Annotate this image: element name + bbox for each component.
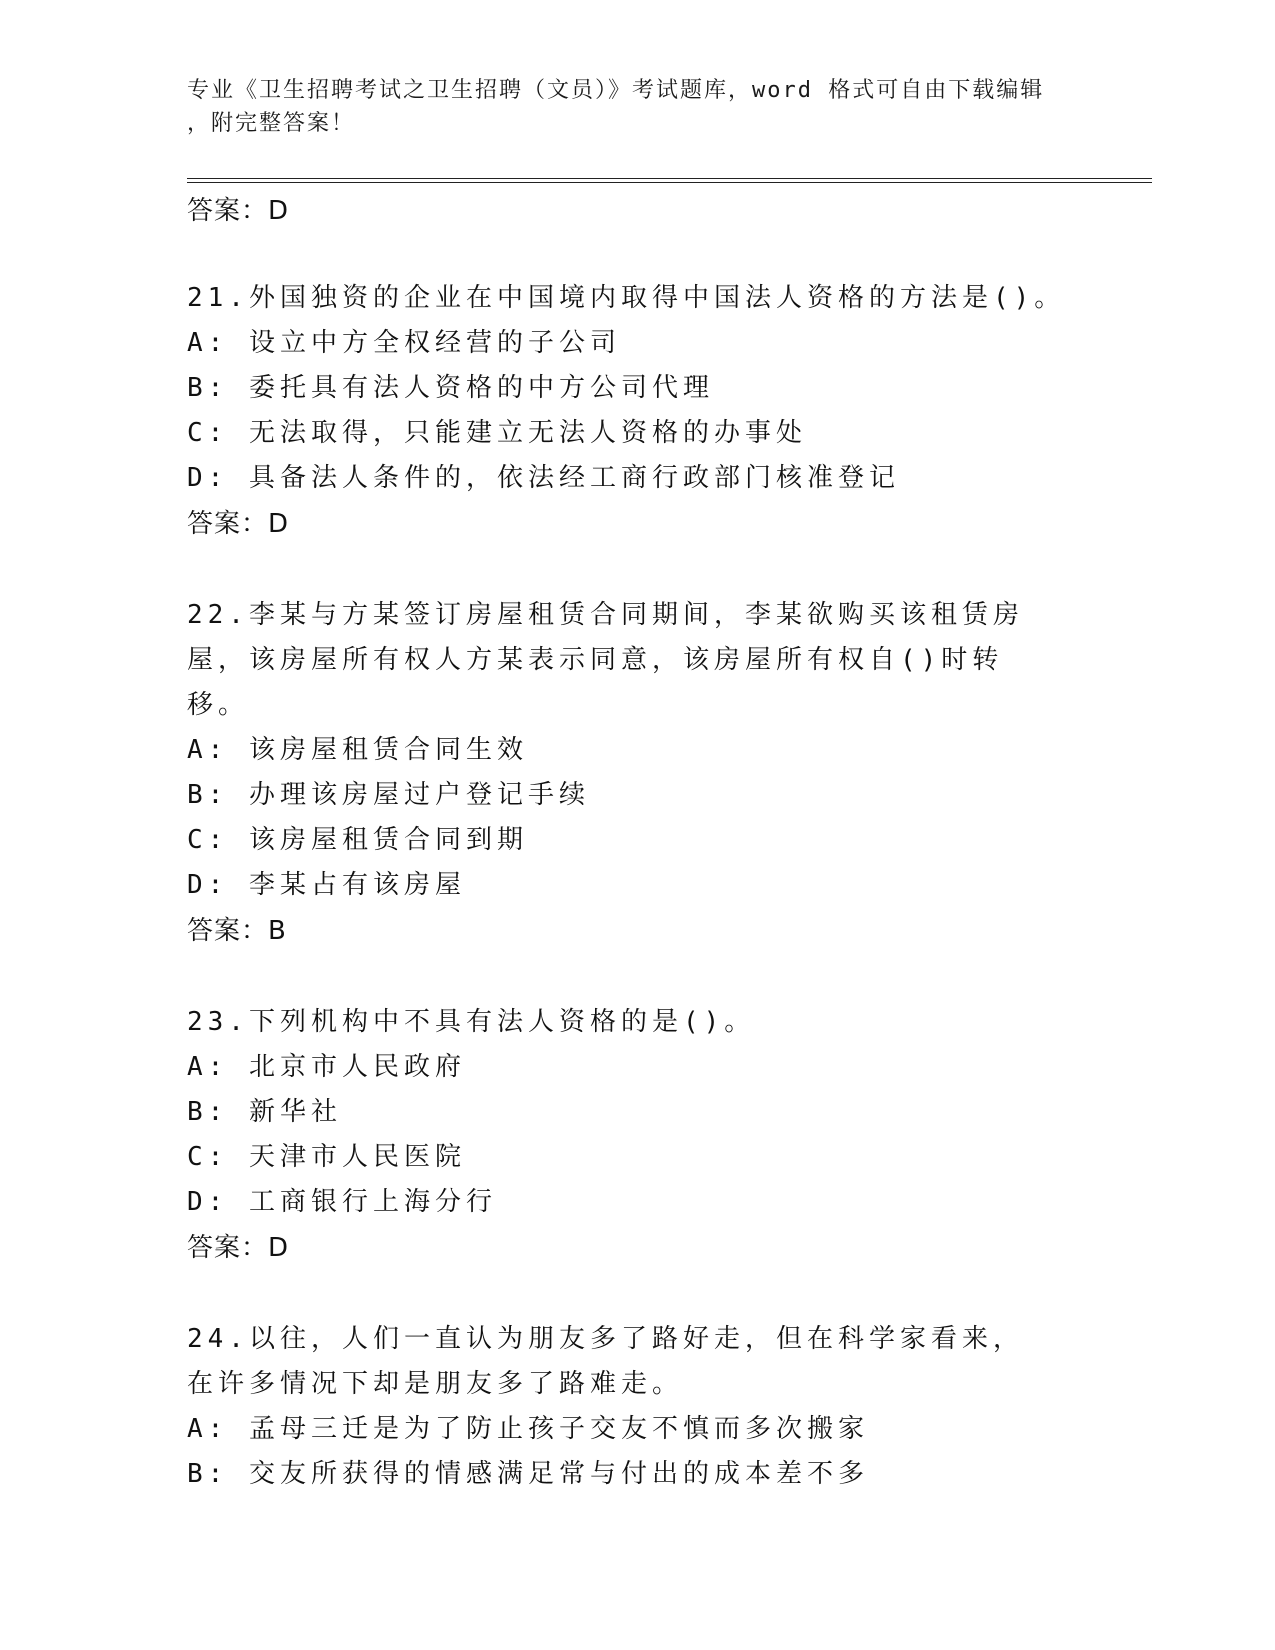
question-stem: 22.李某与方某签订房屋租赁合同期间，李某欲购买该租赁房屋，该房屋所有权人方某表示同意，该房屋所有权自()时转移。 <box>187 600 1024 720</box>
option-b: B: 交友所获得的情感满足常与付出的成本差不多 <box>187 1459 869 1489</box>
header-line-1: 专业《卫生招聘考试之卫生招聘（文员）》考试题库，word 格式可自由下载编辑 <box>187 78 1045 103</box>
option-b: B: 新华社 <box>187 1097 342 1127</box>
spacer <box>187 954 1087 1000</box>
option-c: C: 天津市人民医院 <box>187 1142 466 1172</box>
option-d: D: 工商银行上海分行 <box>187 1187 497 1217</box>
option-d: D: 李某占有该房屋 <box>187 870 466 900</box>
question-stem: 21.外国独资的企业在中国境内取得中国法人资格的方法是()。 <box>187 283 1066 313</box>
spacer <box>187 1271 1087 1317</box>
answer-line: 答案：B <box>187 916 287 946</box>
option-a: A: 设立中方全权经营的子公司 <box>187 328 621 358</box>
question-23 <box>187 1000 1087 1271</box>
document-header <box>187 74 1067 140</box>
question-stem: 24.以往，人们一直认为朋友多了路好走，但在科学家看来，在许多情况下却是朋友多了路难走。 <box>187 1324 1024 1399</box>
spacer <box>187 547 1087 593</box>
option-d: D: 具备法人条件的，依法经工商行政部门核准登记 <box>187 463 900 493</box>
option-a: A: 北京市人民政府 <box>187 1052 466 1082</box>
option-c: C: 该房屋租赁合同到期 <box>187 825 528 855</box>
header-divider-top <box>187 178 1152 179</box>
question-stem: 23.下列机构中不具有法人资格的是()。 <box>187 1007 756 1037</box>
option-c: C: 无法取得，只能建立无法人资格的办事处 <box>187 418 807 448</box>
question-21 <box>187 276 1087 547</box>
header-divider-bottom <box>187 182 1152 183</box>
header-line-2: ，附完整答案！ <box>187 111 356 136</box>
document-body <box>187 188 1087 1497</box>
question-24 <box>187 1317 1087 1497</box>
option-a: A: 孟母三迁是为了防止孩子交友不慎而多次搬家 <box>187 1414 869 1444</box>
spacer <box>187 234 1087 280</box>
option-a: A: 该房屋租赁合同生效 <box>187 735 528 765</box>
answer-line: 答案：D <box>187 1233 290 1263</box>
option-b: B: 办理该房屋过户登记手续 <box>187 780 590 810</box>
answer-line: 答案：D <box>187 509 290 539</box>
answer-line: 答案：D <box>187 196 290 226</box>
option-b: B: 委托具有法人资格的中方公司代理 <box>187 373 714 403</box>
question-22 <box>187 593 1087 954</box>
